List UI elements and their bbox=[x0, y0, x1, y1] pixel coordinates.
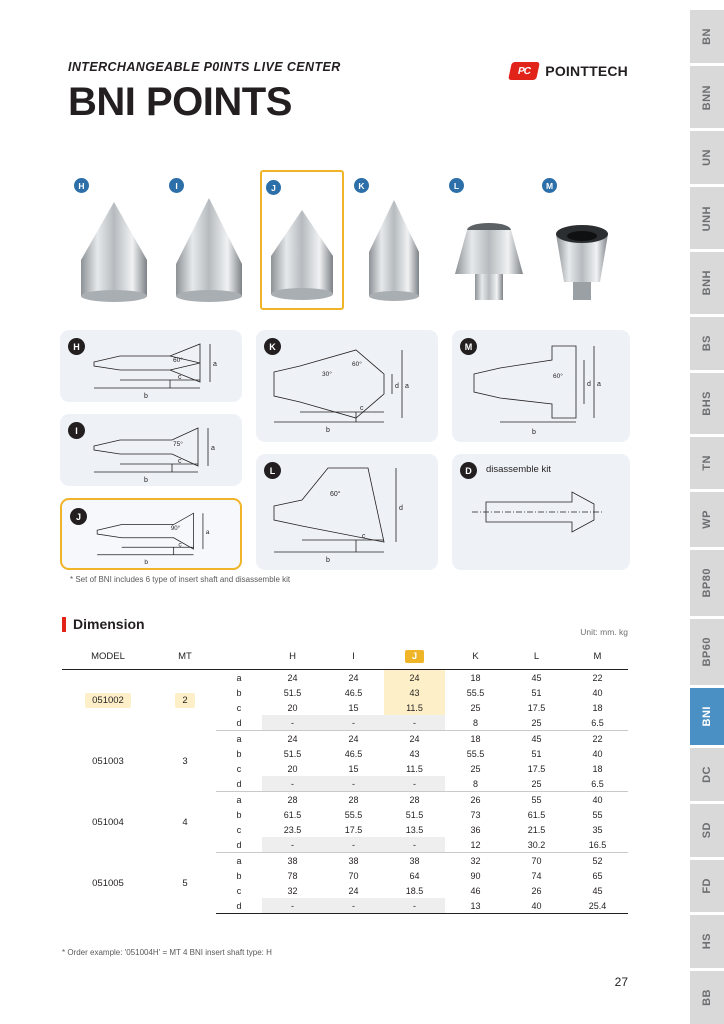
cell-value: 65 bbox=[592, 870, 603, 881]
diagram-drawing-i bbox=[60, 414, 242, 486]
photo-badge-k: K bbox=[354, 178, 369, 193]
cell-key: d bbox=[216, 837, 262, 853]
cone-graphic-h bbox=[75, 194, 153, 304]
tab-bp80[interactable] bbox=[690, 550, 724, 616]
photo-badge-i: I bbox=[169, 178, 184, 193]
cell-key: a bbox=[236, 672, 242, 683]
cell-value: - bbox=[262, 837, 323, 853]
tab-un[interactable] bbox=[690, 131, 724, 184]
tab-bn[interactable] bbox=[690, 10, 724, 63]
card-label-d: disassemble kit bbox=[486, 464, 551, 475]
svg-text:a: a bbox=[597, 381, 601, 388]
cell-value: 24 bbox=[384, 670, 445, 686]
cone-image-k bbox=[350, 194, 438, 304]
cell-value: 24 bbox=[348, 733, 359, 744]
cell-value: 18.5 bbox=[405, 885, 424, 896]
cell-key: c bbox=[236, 763, 242, 774]
tab-label: BN bbox=[701, 28, 713, 46]
cell-value: 24 bbox=[409, 733, 420, 744]
cell-value: 30.2 bbox=[506, 837, 567, 853]
cell-value: 70 bbox=[348, 870, 359, 881]
svg-text:d: d bbox=[399, 505, 403, 512]
cell-model: 051003 bbox=[92, 755, 124, 767]
cell-value: 13 bbox=[445, 898, 506, 914]
tab-label: DC bbox=[701, 766, 713, 783]
table-header-row bbox=[62, 645, 628, 670]
cone-graphic-k bbox=[355, 194, 433, 304]
svg-text:b: b bbox=[144, 393, 148, 400]
col-model: MODEL bbox=[62, 645, 154, 670]
col-h: H bbox=[262, 645, 323, 670]
col-m: M bbox=[567, 645, 628, 670]
diagram-card-m[interactable] bbox=[452, 330, 630, 442]
cell-key: b bbox=[236, 809, 242, 820]
cell-value: 24 bbox=[348, 672, 359, 683]
cell-model: 051004 bbox=[92, 816, 124, 828]
cell-value: 6.5 bbox=[567, 715, 628, 731]
svg-text:60°: 60° bbox=[553, 373, 563, 380]
card-badge-i: I bbox=[68, 422, 85, 439]
table-row bbox=[62, 853, 628, 869]
cell-key: a bbox=[236, 855, 242, 866]
page-header bbox=[68, 60, 628, 122]
table-row bbox=[62, 731, 628, 747]
cell-value: 36 bbox=[470, 824, 481, 835]
page-number: 27 bbox=[614, 975, 628, 989]
cell-value: - bbox=[384, 776, 445, 792]
cell-value: 23.5 bbox=[283, 824, 302, 835]
cell-value: - bbox=[384, 898, 445, 914]
svg-text:60°: 60° bbox=[330, 491, 341, 498]
page-subtitle: INTERCHANGEABLE P0INTS LIVE CENTER bbox=[68, 60, 341, 74]
cell-value: 38 bbox=[348, 855, 359, 866]
cell-value: 45 bbox=[592, 885, 603, 896]
diagram-drawing-m bbox=[452, 330, 630, 442]
dimension-title: Dimension bbox=[73, 616, 145, 632]
cell-value: 17.5 bbox=[527, 763, 546, 774]
diagram-drawing-k bbox=[256, 330, 438, 442]
tab-label: BP60 bbox=[701, 637, 713, 667]
cell-value: 73 bbox=[470, 809, 481, 820]
tab-wp[interactable] bbox=[690, 492, 724, 547]
svg-text:d: d bbox=[587, 381, 591, 388]
cell-value: 18 bbox=[470, 672, 481, 683]
tab-fd[interactable] bbox=[690, 860, 724, 912]
col-k: K bbox=[445, 645, 506, 670]
tab-bnh[interactable] bbox=[690, 252, 724, 314]
cell-value: 35 bbox=[592, 824, 603, 835]
cell-value: 26 bbox=[470, 794, 481, 805]
col-i: I bbox=[323, 645, 384, 670]
cell-value: 13.5 bbox=[405, 824, 424, 835]
cell-value: 38 bbox=[409, 855, 420, 866]
photo-badge-m: M bbox=[542, 178, 557, 193]
diagram-drawing-h bbox=[60, 330, 242, 402]
cell-value: 46.5 bbox=[344, 687, 363, 698]
svg-text:60°: 60° bbox=[173, 357, 183, 364]
col-key bbox=[216, 645, 262, 670]
table-row bbox=[62, 670, 628, 686]
cell-value: 15 bbox=[348, 702, 359, 713]
tab-bnn[interactable] bbox=[690, 66, 724, 128]
cell-value: 40 bbox=[506, 898, 567, 914]
cell-value: 22 bbox=[592, 733, 603, 744]
cone-graphic-l bbox=[447, 204, 531, 304]
tab-label: BP80 bbox=[701, 568, 713, 598]
cell-value: 8 bbox=[445, 776, 506, 792]
photo-badge-j: J bbox=[266, 180, 281, 195]
cell-value: 38 bbox=[287, 855, 298, 866]
col-j: J bbox=[384, 645, 445, 670]
set-note: * Set of BNI includes 6 type of insert shaft and disassemble kit bbox=[70, 575, 291, 584]
svg-text:b: b bbox=[326, 557, 330, 564]
cell-value: 18 bbox=[592, 763, 603, 774]
cell-value: 28 bbox=[348, 794, 359, 805]
tab-label: BB bbox=[701, 988, 713, 1006]
page-title: BNI POINTS bbox=[68, 80, 292, 124]
diagram-drawing-j bbox=[62, 500, 240, 568]
cell-key: d bbox=[216, 776, 262, 792]
svg-text:c: c bbox=[360, 405, 364, 412]
cell-value: 12 bbox=[445, 837, 506, 853]
cone-graphic-j bbox=[265, 194, 339, 302]
cell-value: 55 bbox=[592, 809, 603, 820]
cell-value: 51 bbox=[531, 748, 542, 759]
diagram-card-l[interactable] bbox=[256, 454, 438, 570]
svg-text:a: a bbox=[213, 361, 217, 368]
cell-value: 55.5 bbox=[466, 687, 485, 698]
cell-value: 40 bbox=[592, 794, 603, 805]
cell-key: b bbox=[236, 748, 242, 759]
cell-value: 21.5 bbox=[527, 824, 546, 835]
svg-text:b: b bbox=[144, 477, 148, 484]
cell-value: 52 bbox=[592, 855, 603, 866]
cell-mt: 4 bbox=[182, 816, 188, 828]
cell-value: 51 bbox=[531, 687, 542, 698]
cell-value: 20 bbox=[287, 763, 298, 774]
tab-bhs[interactable] bbox=[690, 373, 724, 434]
cell-key: d bbox=[216, 898, 262, 914]
cell-value: 15 bbox=[348, 763, 359, 774]
card-badge-k: K bbox=[264, 338, 281, 355]
diagram-card-k[interactable] bbox=[256, 330, 438, 442]
cell-value: 17.5 bbox=[344, 824, 363, 835]
cell-key: c bbox=[236, 824, 242, 835]
cell-value: - bbox=[323, 776, 384, 792]
tab-dc[interactable] bbox=[690, 748, 724, 801]
cell-value: 46 bbox=[470, 885, 481, 896]
cell-model: 051005 bbox=[92, 877, 124, 889]
cell-value: - bbox=[262, 898, 323, 914]
photo-badge-h: H bbox=[74, 178, 89, 193]
cell-value: 24 bbox=[348, 885, 359, 896]
cell-value: 6.5 bbox=[567, 776, 628, 792]
card-badge-d: D bbox=[460, 462, 477, 479]
cell-value: 45 bbox=[531, 733, 542, 744]
cell-value: - bbox=[323, 898, 384, 914]
diagram-card-grid bbox=[60, 330, 630, 570]
cell-value: 24 bbox=[287, 733, 298, 744]
svg-text:a: a bbox=[211, 445, 215, 452]
tab-bp60[interactable] bbox=[690, 619, 724, 685]
cone-graphic-m bbox=[540, 204, 624, 304]
diagram-card-j[interactable] bbox=[60, 498, 242, 570]
brand-logo bbox=[510, 62, 628, 80]
tab-tn[interactable] bbox=[690, 437, 724, 489]
cell-model: 051002 bbox=[62, 670, 154, 731]
cone-image-i bbox=[165, 194, 253, 304]
cell-value: 55.5 bbox=[466, 748, 485, 759]
svg-text:30°: 30° bbox=[322, 371, 332, 378]
cell-value: 55 bbox=[531, 794, 542, 805]
tab-label: WP bbox=[701, 510, 713, 529]
accent-bar bbox=[62, 617, 66, 632]
col-l: L bbox=[506, 645, 567, 670]
tab-label: BNH bbox=[701, 270, 713, 296]
cell-value: - bbox=[262, 776, 323, 792]
cell-value: - bbox=[323, 715, 384, 731]
cell-key: a bbox=[236, 733, 242, 744]
cell-value: 51.5 bbox=[283, 687, 302, 698]
brand-mark-icon: PC bbox=[508, 62, 540, 80]
svg-text:d: d bbox=[395, 383, 399, 390]
cell-value: 25 bbox=[470, 702, 481, 713]
cell-key: b bbox=[236, 870, 242, 881]
section-tab-rail bbox=[690, 0, 724, 1024]
tab-label: TN bbox=[701, 454, 713, 471]
dimension-header bbox=[62, 616, 145, 632]
product-photo-m[interactable] bbox=[538, 170, 626, 310]
cell-value: 8 bbox=[445, 715, 506, 731]
product-photo-i[interactable] bbox=[165, 170, 253, 310]
cell-value: 17.5 bbox=[527, 702, 546, 713]
cell-value: 26 bbox=[531, 885, 542, 896]
cell-value: - bbox=[323, 837, 384, 853]
product-photo-k[interactable] bbox=[350, 170, 438, 310]
cell-value: 51.5 bbox=[283, 748, 302, 759]
card-badge-h: H bbox=[68, 338, 85, 355]
product-photo-h[interactable] bbox=[70, 170, 158, 310]
cell-mt: 2 bbox=[154, 670, 216, 731]
diagram-drawing-l bbox=[256, 454, 438, 570]
cell-key: d bbox=[216, 715, 262, 731]
svg-text:a: a bbox=[205, 529, 210, 536]
cell-value: 18 bbox=[592, 702, 603, 713]
cell-value: 43 bbox=[384, 685, 445, 700]
cell-value: 28 bbox=[287, 794, 298, 805]
cell-value: 20 bbox=[287, 702, 298, 713]
cell-key: b bbox=[236, 687, 242, 698]
tab-bni[interactable] bbox=[690, 688, 724, 745]
tab-label: BNI bbox=[701, 706, 713, 727]
cell-value: 32 bbox=[287, 885, 298, 896]
svg-text:c: c bbox=[178, 541, 182, 549]
svg-text:a: a bbox=[405, 383, 409, 390]
cone-image-m bbox=[538, 204, 626, 304]
cell-value: 51.5 bbox=[405, 809, 424, 820]
cell-value: 61.5 bbox=[527, 809, 546, 820]
cell-value: 55.5 bbox=[344, 809, 363, 820]
product-photo-row bbox=[60, 170, 630, 310]
svg-text:60°: 60° bbox=[352, 361, 362, 368]
svg-text:c: c bbox=[178, 458, 182, 465]
cone-image-h bbox=[70, 194, 158, 304]
unit-label: Unit: mm. kg bbox=[580, 627, 628, 637]
brand-name: POINTTECH bbox=[545, 63, 628, 79]
photo-badge-l: L bbox=[449, 178, 464, 193]
tab-label: SD bbox=[701, 822, 713, 839]
card-badge-l: L bbox=[264, 462, 281, 479]
svg-text:b: b bbox=[532, 429, 536, 436]
cell-value: 25.4 bbox=[567, 898, 628, 914]
cell-value: - bbox=[384, 837, 445, 853]
cell-key: c bbox=[236, 702, 242, 713]
cell-value: 46.5 bbox=[344, 748, 363, 759]
diagram-card-i[interactable] bbox=[60, 414, 242, 486]
cell-value: 45 bbox=[531, 672, 542, 683]
product-photo-l[interactable] bbox=[445, 170, 533, 310]
col-mt: MT bbox=[154, 645, 216, 670]
cell-value: 25 bbox=[470, 763, 481, 774]
cell-value: 74 bbox=[531, 870, 542, 881]
product-photo-j[interactable] bbox=[260, 170, 344, 310]
cell-value: 18 bbox=[470, 733, 481, 744]
cell-value: 25 bbox=[506, 776, 567, 792]
diagram-card-h[interactable] bbox=[60, 330, 242, 402]
cone-graphic-i bbox=[170, 194, 248, 304]
cell-value: 24 bbox=[287, 672, 298, 683]
cell-value: - bbox=[384, 715, 445, 731]
cell-key: c bbox=[236, 885, 242, 896]
svg-text:b: b bbox=[144, 559, 149, 567]
cell-key: a bbox=[236, 794, 242, 805]
diagram-card-d[interactable] bbox=[452, 454, 630, 570]
tab-label: FD bbox=[701, 878, 713, 894]
svg-text:c: c bbox=[178, 374, 182, 381]
tab-label: BHS bbox=[701, 390, 713, 416]
cell-value: 43 bbox=[409, 748, 420, 759]
tab-label: BNN bbox=[701, 84, 713, 110]
order-note: * Order example: '051004H' = MT 4 BNI insert shaft type: H bbox=[62, 948, 272, 957]
cell-value: 90 bbox=[470, 870, 481, 881]
tab-hs[interactable] bbox=[690, 915, 724, 968]
card-badge-m: M bbox=[460, 338, 477, 355]
tab-bs[interactable] bbox=[690, 317, 724, 370]
tab-sd[interactable] bbox=[690, 804, 724, 857]
tab-bb[interactable] bbox=[690, 971, 724, 1024]
svg-text:90°: 90° bbox=[170, 525, 181, 533]
tab-label: UNH bbox=[701, 205, 713, 231]
cell-value: 70 bbox=[531, 855, 542, 866]
card-badge-j: J bbox=[70, 508, 87, 525]
table-row bbox=[62, 792, 628, 808]
cell-value: 25 bbox=[506, 715, 567, 731]
cell-value: 11.5 bbox=[406, 763, 423, 774]
tab-label: UN bbox=[701, 149, 713, 167]
cell-value: 78 bbox=[287, 870, 298, 881]
svg-text:75°: 75° bbox=[173, 441, 183, 448]
cell-value: 32 bbox=[470, 855, 481, 866]
cone-image-j bbox=[262, 194, 342, 302]
dimension-table bbox=[62, 645, 628, 914]
tab-label: BS bbox=[701, 335, 713, 352]
cell-mt: 5 bbox=[182, 877, 188, 889]
cell-value: 40 bbox=[592, 687, 603, 698]
tab-unh[interactable] bbox=[690, 187, 724, 249]
svg-text:b: b bbox=[326, 427, 330, 434]
cell-value: 64 bbox=[409, 870, 420, 881]
cell-mt: 3 bbox=[182, 755, 188, 767]
cell-value: - bbox=[262, 715, 323, 731]
cell-value: 28 bbox=[409, 794, 420, 805]
cell-value: 22 bbox=[592, 672, 603, 683]
cell-value: 11.5 bbox=[384, 700, 445, 715]
tab-label: HS bbox=[701, 933, 713, 950]
svg-text:c: c bbox=[362, 533, 366, 540]
cell-value: 16.5 bbox=[567, 837, 628, 853]
cone-image-l bbox=[445, 204, 533, 304]
cell-value: 40 bbox=[592, 748, 603, 759]
cell-value: 61.5 bbox=[283, 809, 302, 820]
